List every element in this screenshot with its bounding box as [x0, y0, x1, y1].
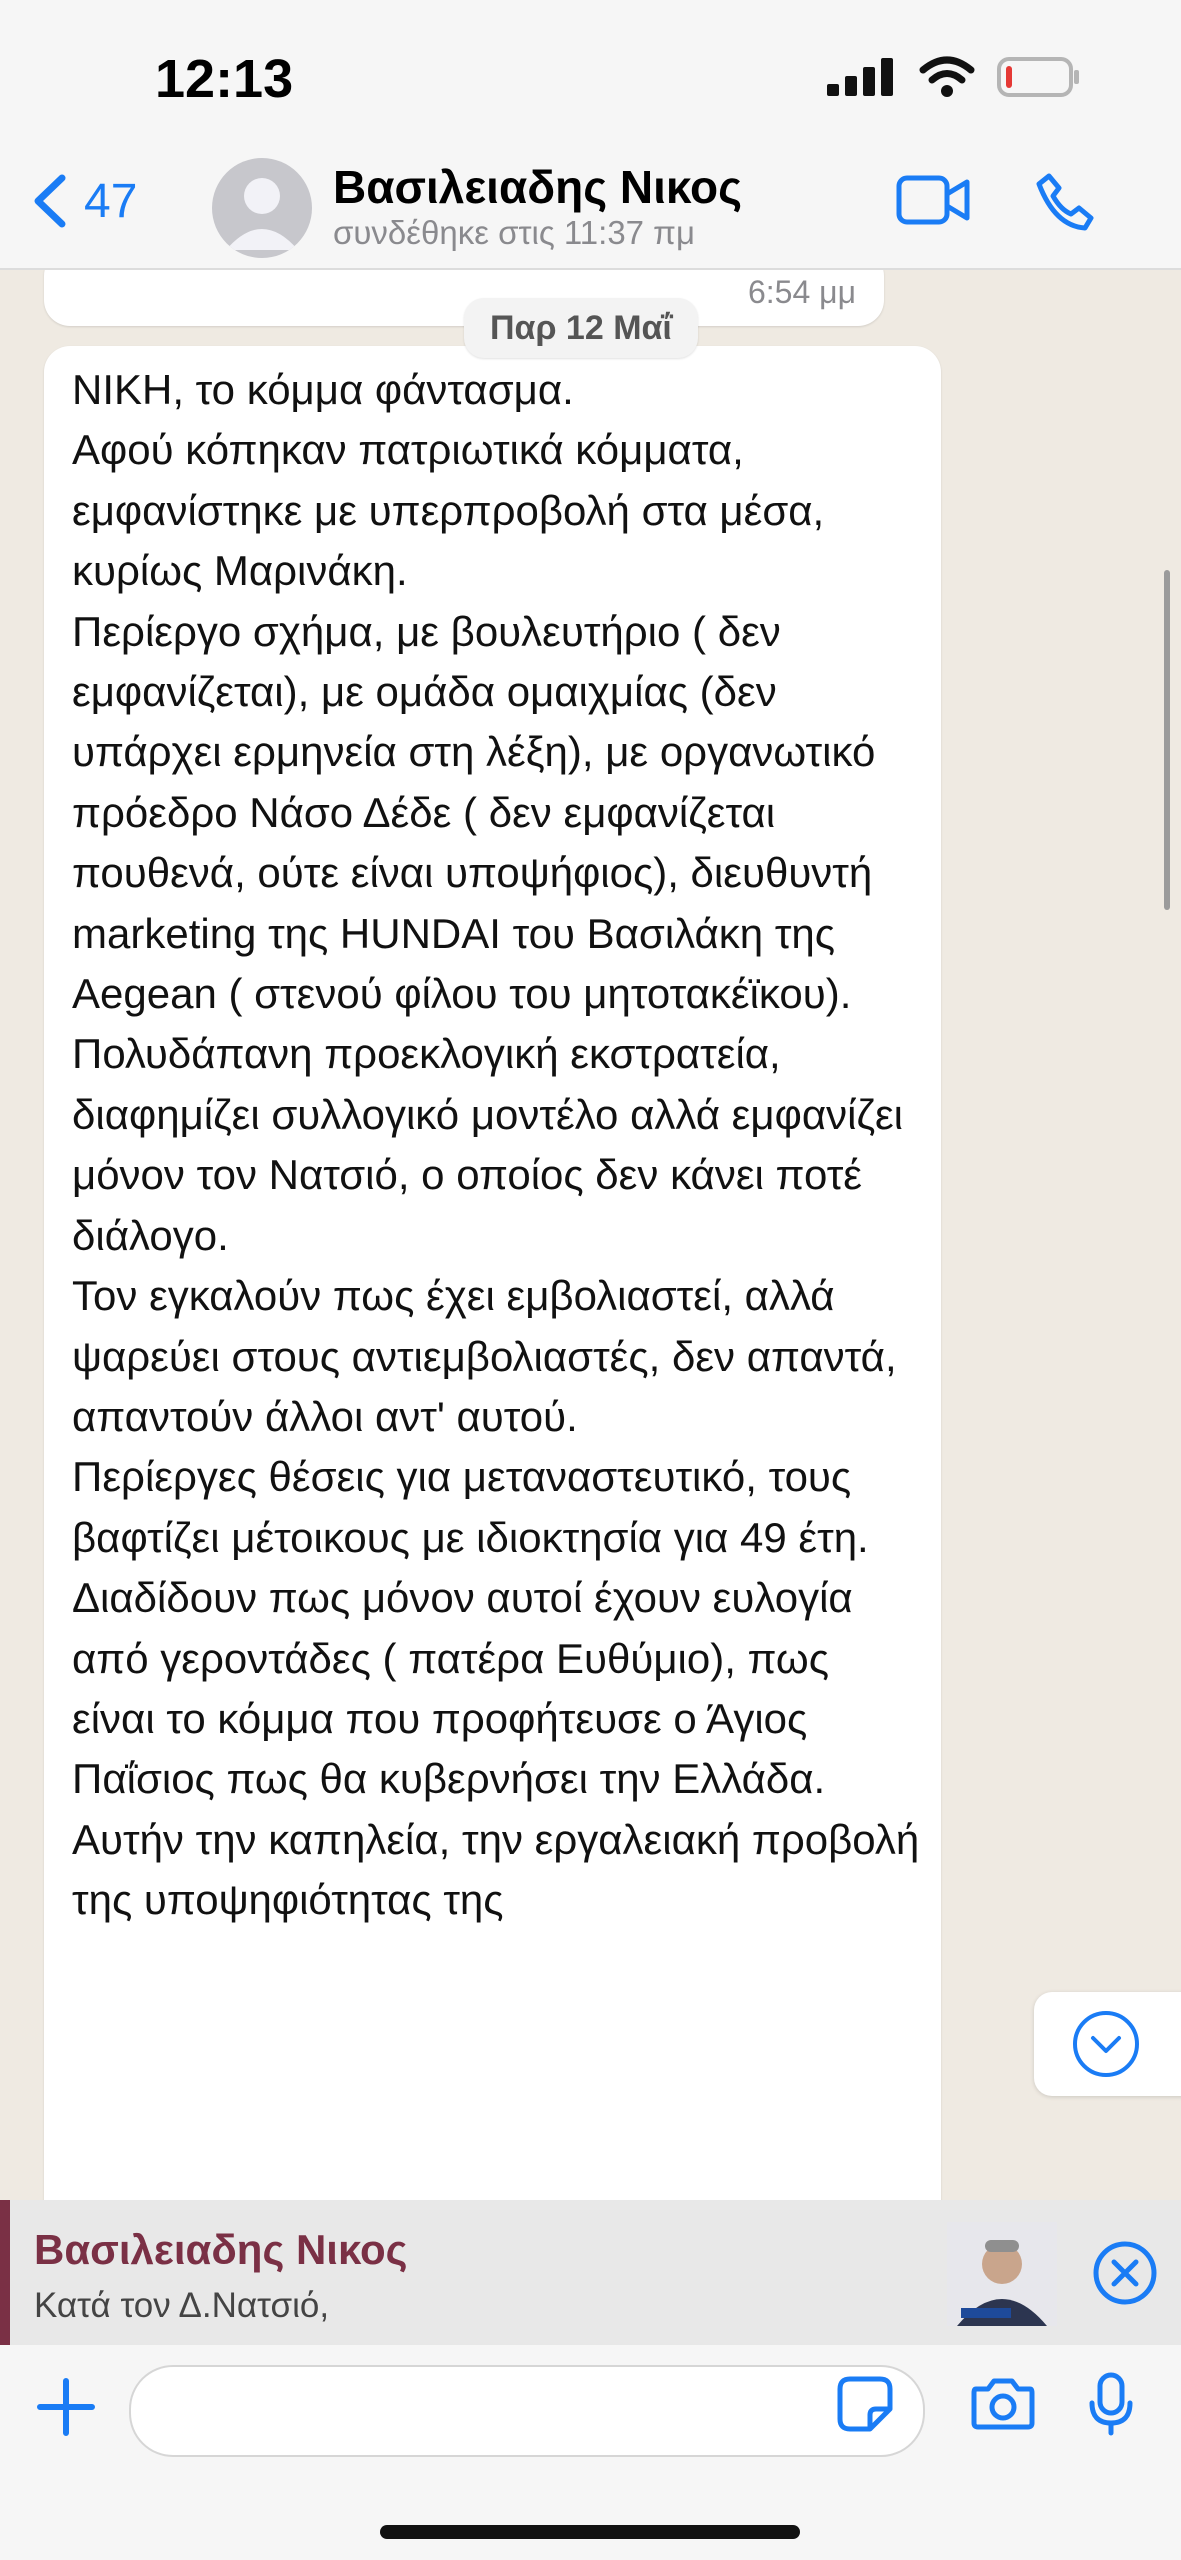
reply-accent-bar [0, 2200, 10, 2345]
phone-icon [1035, 172, 1095, 232]
signal-icon [827, 58, 897, 96]
status-time: 12:13 [155, 49, 294, 109]
video-camera-icon [895, 172, 971, 228]
camera-button[interactable] [970, 2375, 1036, 2436]
chevron-down-circle-icon [1034, 1992, 1181, 2096]
status-bar [0, 0, 1181, 150]
message-bubble[interactable] [44, 346, 941, 2200]
contact-name[interactable]: Βασιλειαδης Νικος [333, 161, 743, 213]
home-indicator [380, 2525, 800, 2539]
chat-area[interactable] [0, 270, 1181, 2200]
chat-header [0, 150, 1181, 270]
attach-button[interactable] [34, 2375, 98, 2444]
contact-last-seen: συνδέθηκε στις 11:37 πμ [333, 214, 695, 251]
input-bar [0, 2345, 1181, 2560]
reply-text: Κατά τον Δ.Νατσιό, [34, 2286, 330, 2325]
wifi-icon [919, 56, 975, 98]
battery-icon [997, 57, 1081, 97]
unread-count: 47 [84, 174, 138, 228]
avatar[interactable] [212, 158, 312, 258]
voice-call-button[interactable] [1035, 172, 1095, 237]
sticker-button[interactable] [836, 2375, 894, 2438]
camera-icon [970, 2375, 1036, 2431]
reply-thumbnail [947, 2222, 1057, 2326]
plus-icon [34, 2375, 98, 2439]
chevron-left-icon [30, 172, 70, 230]
video-call-button[interactable] [895, 172, 971, 233]
date-separator: Παρ 12 Μαΐ [464, 298, 698, 358]
voice-message-button[interactable] [1086, 2371, 1136, 2442]
scroll-to-bottom-button[interactable] [1034, 1992, 1181, 2096]
message-timestamp: 6:54 μμ [747, 274, 856, 310]
message-input[interactable] [129, 2365, 925, 2457]
person-photo-thumbnail [947, 2222, 1057, 2326]
reply-author: Βασιλειαδης Νικος [34, 2226, 408, 2273]
status-icons [827, 56, 1081, 98]
message-text: ΝΙΚΗ, το κόμμα φάντασμα. Αφού κόπηκαν πατριωτικά κόμματα, εμφανίστηκε με υπερπροβολή στα μέσα, κυρίως Μαρινάκη. Περίεργο σχήμα, με βουλευτήριο ( δεν εμφανίζεται), με ομάδα ομαιχμίας (δεν υπάρχει ερμηνεία στη λέξη), με οργανωτικό πρόεδρο Νάσο Δέδε ( δεν εμφανίζεται πουθενά, ούτε είναι υποψήφιος), διευθυντή marketing της HUNDAI του Βασιλάκη της Aegean ( στενού φίλου του μητοτακέϊκου). Πολυδάπανη προεκλογική εκστρατεία, διαφημίζει συλλογικό μοντέλο αλλά εμφανίζει μόνον τον Νατσιό, ο οποίος δεν κάνει ποτέ διάλογο. Τον εγκαλούν πως έχει εμβολιαστεί, αλλά ψαρεύει στους αντιεμβολιαστές, δεν απαντά, απαντούν άλλοι αντ' αυτού. Περίεργες θέσεις για μεταναστευτικό, τους βαφτίζει μέτοικους με ιδιοκτησία για 49 έτη. Διαδίδουν πως μόνον αυτοί έχουν ευλογία από γεροντάδες ( πατέρα Ευθύμιο), πως είναι το κόμμα που προφήτευσε ο Άγιος Παΐσιος πως θα κυβερνήσει την Ελλάδα. Αυτήν την καπηλεία, την εργαλειακή προβολή της υποψηφιότητας της [72, 366, 920, 1924]
reply-preview[interactable] [0, 2200, 1181, 2345]
close-circle-icon [1092, 2240, 1158, 2306]
close-reply-button[interactable] [1092, 2240, 1158, 2311]
microphone-icon [1086, 2371, 1136, 2437]
scroll-indicator[interactable] [1164, 570, 1170, 910]
sticker-icon [836, 2375, 894, 2433]
back-button[interactable] [30, 172, 137, 230]
person-icon [212, 158, 312, 258]
